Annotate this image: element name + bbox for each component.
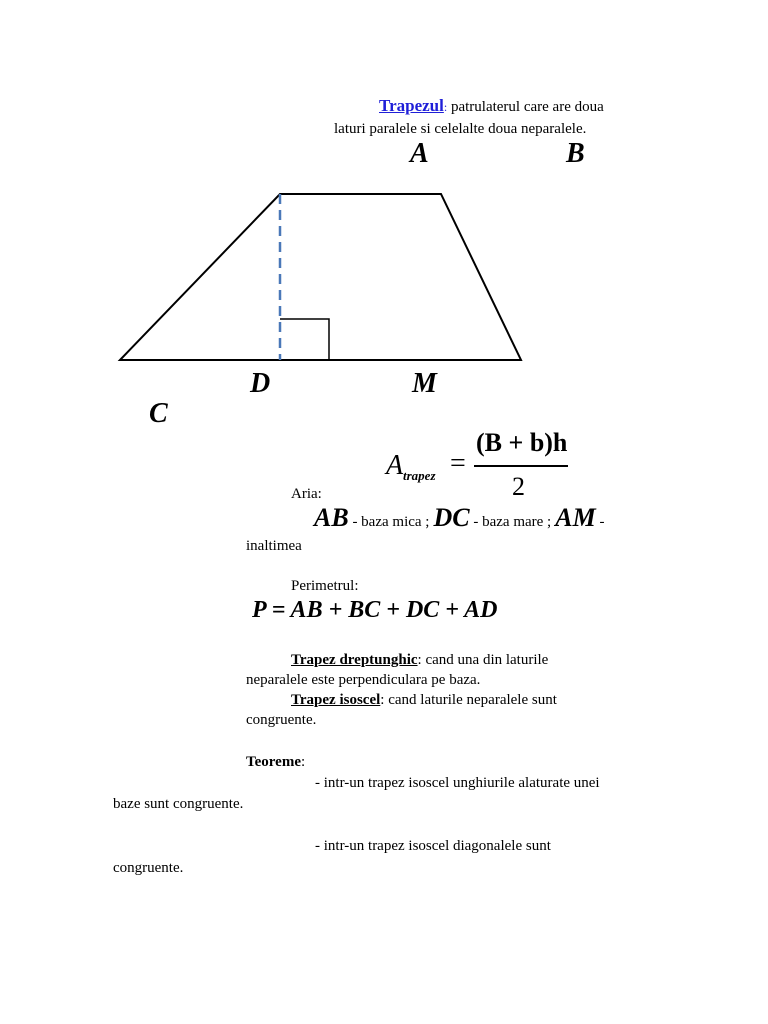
area-formula-subscript: trapez (403, 468, 436, 483)
theorem-2-line-2: congruente. (113, 860, 184, 876)
definition-line-2: laturi paralele si celelalte doua neparalele. (334, 121, 587, 137)
trapezul-link[interactable]: Trapezul (379, 96, 444, 115)
dc-description: - baza mare ; (469, 514, 552, 530)
area-formula-numerator: (B + b)h (476, 428, 568, 457)
definition-text-1: patrulaterul care are doua (447, 99, 604, 115)
theorem-1-line-1: - intr-un trapez isoscel unghiurile alaturate unei (315, 775, 600, 791)
point-label-b: B (566, 138, 585, 169)
definition-colon: : (443, 100, 448, 114)
right-angle-marker (280, 319, 329, 360)
theorems-heading (246, 752, 305, 772)
theorem-2-line-1: - intr-un trapez isoscel diagonalele sunt (315, 838, 551, 854)
perimeter-formula: P = AB + BC + DC + AD (252, 597, 498, 623)
isosceles-trapezoid-term: Trapez isoscel (291, 692, 381, 708)
right-trapezoid-line-1 (291, 650, 548, 670)
isosceles-trapezoid-def-1: : cand laturile neparalele sunt (380, 692, 557, 708)
right-trapezoid-def-1: : cand una din laturile (417, 652, 549, 668)
isosceles-trapezoid-line-1 (291, 690, 557, 710)
am-description: inaltimea (246, 538, 302, 554)
theorems-title: Teoreme (246, 754, 301, 770)
segment-dc: DC (433, 503, 470, 532)
right-trapezoid-term: Trapez dreptunghic (291, 652, 418, 668)
area-formula-lhs: A (386, 450, 404, 481)
am-dash: - (595, 514, 605, 530)
isosceles-trapezoid-line-2: congruente. (246, 712, 317, 728)
trapezoid-diagram (0, 0, 768, 420)
segment-ab: AB (314, 503, 349, 532)
perimeter-label: Perimetrul: (291, 578, 359, 594)
area-formula-denominator: 2 (512, 472, 525, 501)
point-label-d: D (250, 368, 271, 399)
right-trapezoid-line-2: neparalele este perpendiculara pe baza. (246, 672, 481, 688)
trapezoid-shape (120, 194, 521, 360)
fraction-bar (474, 465, 568, 467)
area-formula-equals: = (450, 448, 466, 479)
point-label-a: A (410, 138, 429, 169)
ab-description: - baza mica ; (348, 514, 430, 530)
point-label-m: M (412, 368, 437, 399)
segment-am: AM (555, 503, 596, 532)
theorems-colon: : (300, 754, 306, 770)
area-formula (386, 428, 586, 504)
theorem-1-line-2: baze sunt congruente. (113, 796, 244, 812)
area-label: Aria: (291, 486, 322, 502)
area-description (314, 503, 604, 533)
point-label-c: C (149, 398, 168, 429)
